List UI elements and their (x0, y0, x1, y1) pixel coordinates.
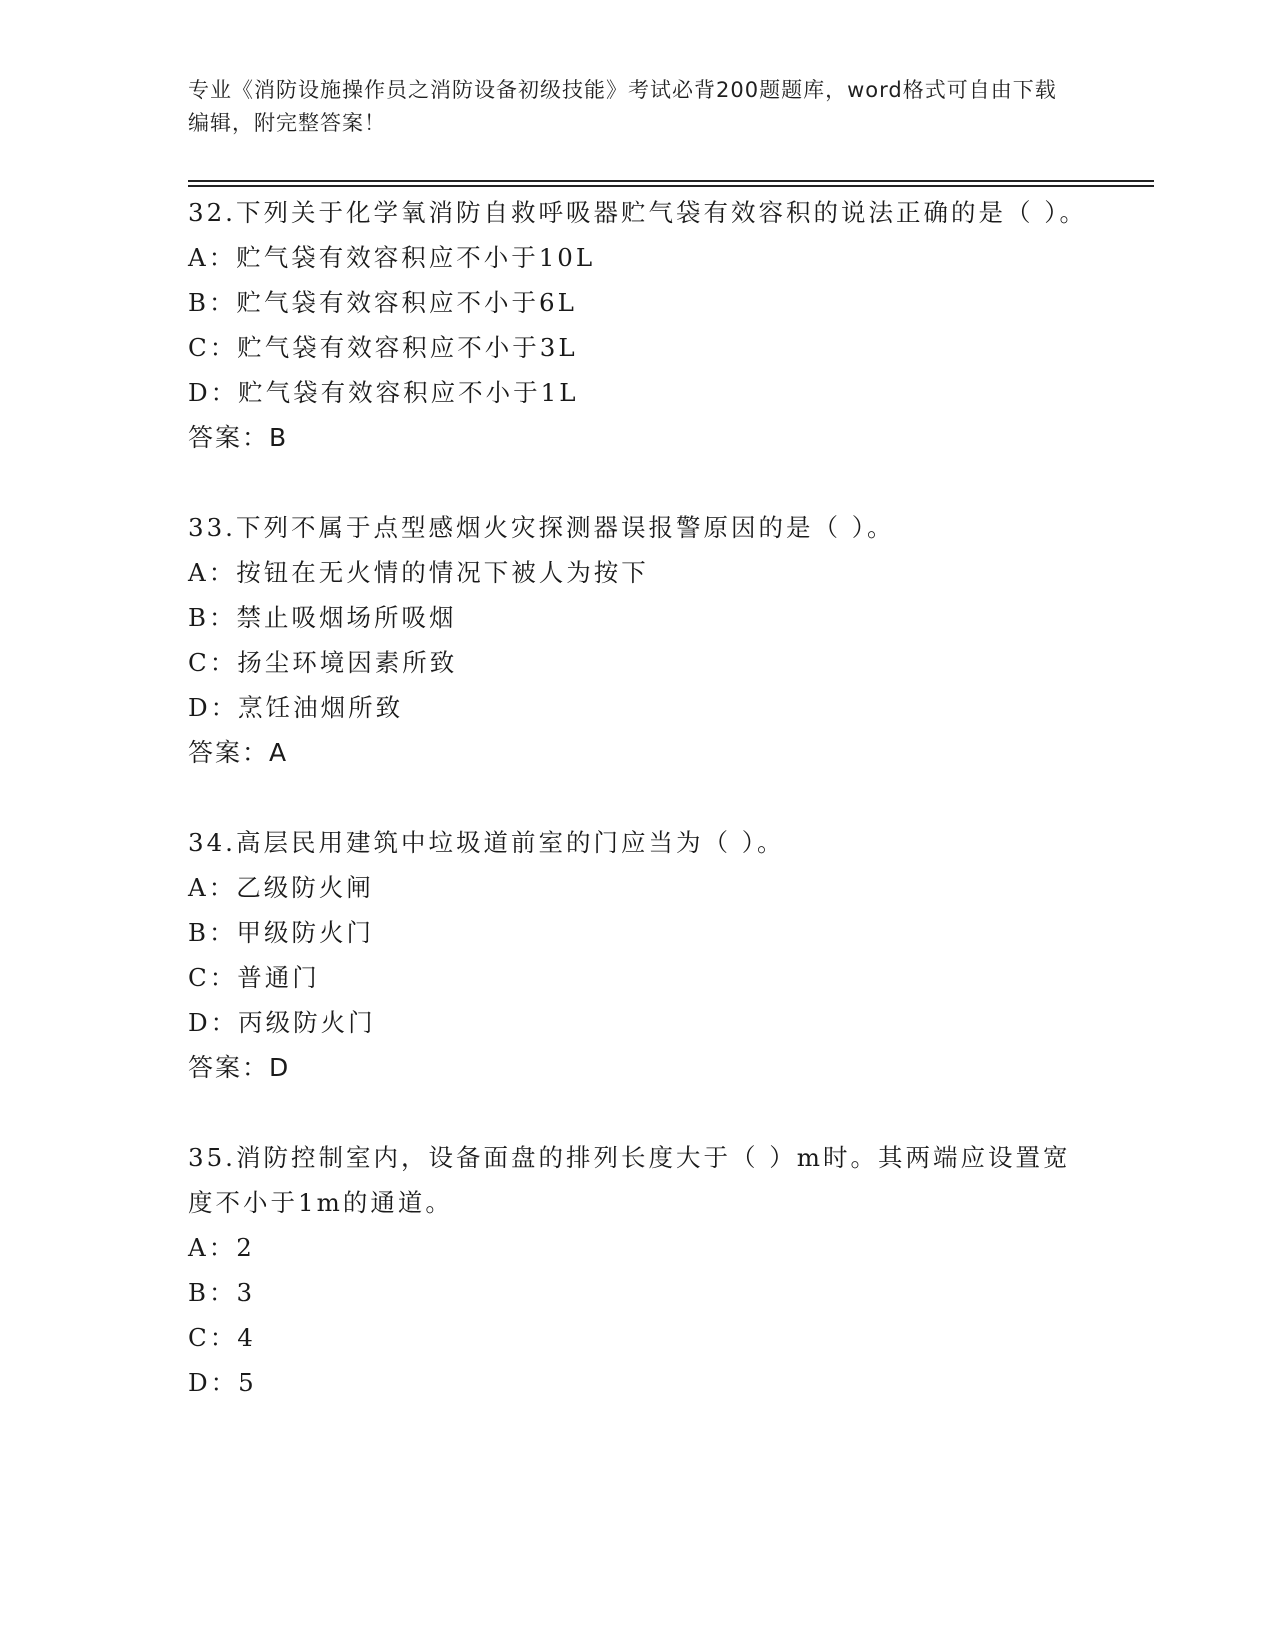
option-b (188, 595, 1088, 640)
option-key: C： (188, 1323, 238, 1352)
header-divider-bottom (188, 185, 1154, 187)
question-32 (188, 190, 1088, 460)
question-stem: 34.高层民用建筑中垃圾道前室的门应当为（ ）。 (188, 828, 785, 857)
option-text: 贮气袋有效容积应不小于6L (236, 288, 577, 317)
option-a (188, 865, 1088, 910)
question-list (188, 190, 1088, 1405)
option-text: 贮气袋有效容积应不小于1L (238, 378, 579, 407)
option-text: 乙级防火闸 (236, 873, 374, 902)
spacer (188, 1090, 1088, 1135)
spacer (188, 460, 1088, 505)
option-key: B： (188, 288, 237, 317)
question-stem: 32.下列关于化学氧消防自救呼吸器贮气袋有效容积的说法正确的是（ ）。 (188, 198, 1087, 227)
option-key: D： (188, 693, 239, 722)
option-text: 烹饪油烟所致 (238, 693, 404, 722)
document-title: 专业《消防设施操作员之消防设备初级技能》考试必背200题题库，word格式可自由下载编辑，附完整答案！ (188, 78, 1057, 135)
option-text: 甲级防火门 (236, 918, 375, 947)
option-text: 3 (236, 1278, 256, 1307)
question-stem: 35.消防控制室内，设备面盘的排列长度大于（ ）m时。其两端应设置宽度不小于1m的通道。 (188, 1143, 1071, 1217)
option-d (188, 370, 1088, 415)
option-text: 贮气袋有效容积应不小于10L (236, 243, 596, 272)
question-stem: 33.下列不属于点型感烟火灾探测器误报警原因的是（ ）。 (188, 513, 895, 542)
option-key: A： (188, 243, 237, 272)
option-key: A： (188, 1233, 237, 1262)
option-d (188, 1000, 1088, 1045)
answer: 答案：D (188, 1053, 291, 1082)
option-key: A： (188, 873, 237, 902)
option-b (188, 280, 1088, 325)
option-text: 贮气袋有效容积应不小于3L (237, 333, 578, 362)
option-key: B： (188, 1278, 237, 1307)
question-33 (188, 505, 1088, 775)
option-text: 禁止吸烟场所吸烟 (236, 603, 457, 632)
option-c (188, 1315, 1088, 1360)
option-text: 按钮在无火情的情况下被人为按下 (236, 558, 649, 587)
option-d (188, 685, 1088, 730)
option-key: D： (188, 378, 239, 407)
option-text: 丙级防火门 (238, 1008, 376, 1037)
option-b (188, 1270, 1088, 1315)
option-c (188, 955, 1088, 1000)
option-key: B： (188, 918, 237, 947)
option-key: D： (188, 1368, 239, 1397)
option-a (188, 550, 1088, 595)
option-key: C： (188, 963, 238, 992)
option-text: 5 (238, 1368, 257, 1397)
answer: 答案：A (188, 738, 289, 767)
option-key: C： (188, 648, 238, 677)
option-b (188, 910, 1088, 955)
option-a (188, 1225, 1088, 1270)
option-text: 扬尘环境因素所致 (237, 648, 458, 677)
option-text: 4 (237, 1323, 256, 1352)
option-key: A： (188, 558, 237, 587)
option-key: C： (188, 333, 238, 362)
question-35 (188, 1135, 1088, 1405)
spacer (188, 775, 1088, 820)
option-c (188, 640, 1088, 685)
option-key: D： (188, 1008, 239, 1037)
option-c (188, 325, 1088, 370)
option-text: 普通门 (237, 963, 320, 992)
option-key: B： (188, 603, 237, 632)
answer: 答案：B (188, 423, 289, 452)
option-d (188, 1360, 1088, 1405)
question-34 (188, 820, 1088, 1090)
header-divider-top (188, 180, 1154, 182)
option-a (188, 235, 1088, 280)
option-text: 2 (236, 1233, 255, 1262)
